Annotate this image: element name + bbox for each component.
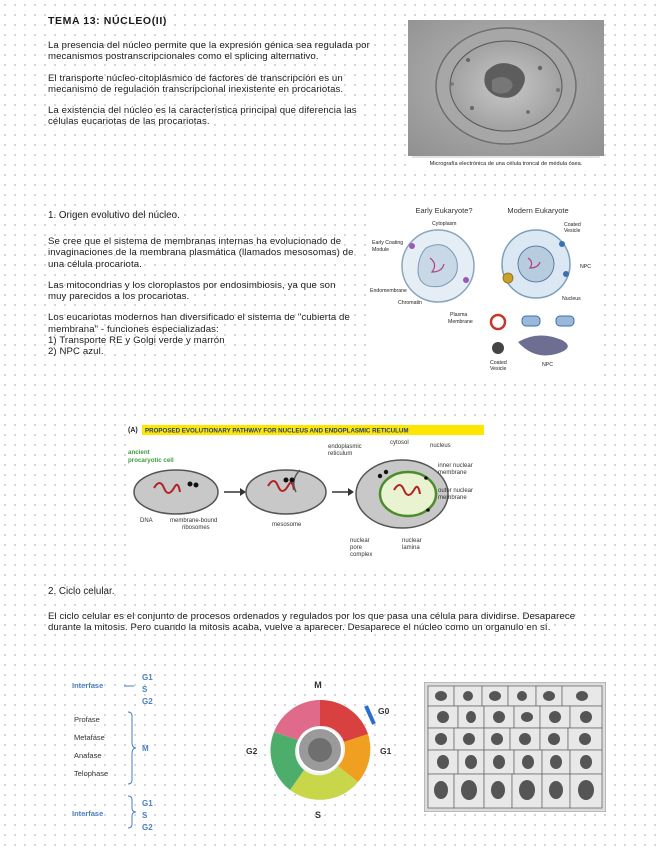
modern-eukaryote-title: Modern Eukaryote <box>507 206 569 215</box>
metafase-label: Metafase <box>74 733 105 742</box>
root-tip-micrograph <box>424 682 606 812</box>
pathway-tag: (A) <box>128 427 138 434</box>
g2-label-bottom: G2 <box>142 823 153 832</box>
label-early-coating: Early Coating <box>372 240 404 246</box>
label-procaryotic-cell: procaryotic cell <box>128 457 174 464</box>
label-membrane: Membrane <box>448 319 473 325</box>
micrograph-figure <box>408 20 604 168</box>
section-2-paragraph: El ciclo celular es el conjunto de procesos ordenados y regulados por los que pasa una célula para dividirse. Desaparece durante la mitosis. Pero cuando la mitosis acaba, vuelve a aparecer. Desaparece el núcleo como un organulo en sí. <box>48 611 576 634</box>
label-nucleus: Nucleus <box>562 296 581 302</box>
label-plasma: Plasma <box>450 312 468 318</box>
early-eukaryote-title: Early Eukaryote? <box>415 206 473 215</box>
label-outer-nuclear: outer nuclear <box>438 488 474 494</box>
wheel-s-label: S <box>314 810 322 820</box>
label-coated-bottom: Coated <box>490 360 507 366</box>
section-1-paragraph-2: Las mitocondrias y los cloroplastos por endosimbiosis, ya que son muy parecidos a los procariotas. <box>48 279 336 303</box>
label-ribosomes: ribosomes <box>182 525 210 531</box>
mesosome-cell <box>246 470 326 514</box>
label-inner-nuclear: inner nuclear <box>438 463 473 469</box>
label-mesosome: mesosome <box>272 522 302 528</box>
wheel-g2-label: G2 <box>246 746 258 756</box>
pathway-figure <box>126 422 498 570</box>
section-1-list-item-1: 1) Transporte RE y Golgi verde y marrón <box>48 335 225 347</box>
g1-label-bottom: G1 <box>142 799 153 808</box>
eukaryote-figure <box>366 200 596 378</box>
pathway-title: PROPOSED EVOLUTIONARY PATHWAY FOR NUCLEUS AND ENDOPLASMIC RETICULUM <box>145 427 409 435</box>
section-2-heading: 2. Ciclo celular. <box>48 586 115 597</box>
coated-vesicle-icon <box>492 342 504 354</box>
section-1-text <box>48 236 354 358</box>
cell-cycle-wheel <box>240 676 400 826</box>
label-endoplasmic: endoplasmic <box>328 444 362 450</box>
label-coated: Coated <box>564 222 581 228</box>
micrograph-caption: Micrografía electrónica de una célula troncal de médula ósea. <box>429 161 583 167</box>
s-label-bottom: S <box>142 811 148 820</box>
s-label-top: S <box>142 685 148 694</box>
micrograph-image <box>408 20 604 168</box>
label-pore: pore <box>350 545 363 551</box>
wheel-g0-label: G0 <box>378 706 390 716</box>
label-outer-membrane: membrane <box>438 495 467 501</box>
label-nucleus: nucleus <box>430 443 451 449</box>
interfase-label-top: Interfase <box>72 681 104 690</box>
g2-label-top: G2 <box>142 697 153 706</box>
label-vesicle: Vesicle <box>564 228 581 234</box>
g0-exit-arrow <box>366 706 374 724</box>
section-1-list-intro: Los eucariotas modernos han diversificado el sistema de "cubierta de membrana" - funciones especializadas: <box>48 312 350 335</box>
npc-structure-icon <box>518 335 568 355</box>
label-complex: complex <box>350 552 373 558</box>
label-dna: DNA <box>140 518 153 524</box>
label-npc-bottom: NPC <box>542 362 553 368</box>
wheel-m-label: M <box>314 680 322 690</box>
m-label: M <box>142 744 149 753</box>
label-vesicle-bottom: Vesicle <box>490 366 507 372</box>
phase-diagram <box>62 672 202 840</box>
label-nuclear-pore-1: nuclear <box>350 538 370 544</box>
intro-paragraph-3: La existencia del núcleo es la característica principal que diferencia las células eucariotas de las procariotas. <box>48 105 357 128</box>
label-npc: NPC <box>580 264 591 270</box>
label-inner-membrane: membrane <box>438 470 467 476</box>
intro-text <box>48 40 380 128</box>
telophase-label: Telophase <box>74 769 109 778</box>
label-lamina: lamina <box>402 545 420 551</box>
intro-paragraph-2: El transporte núcleo-citoplásmico de factores de transcripción es un mecanismo de regulación transcripcional inexistente en procariotas. <box>48 72 344 95</box>
intro-paragraph-1: La presencia del núcleo permite que la expresión génica sea regulada por mecanismos postranscripcionales como el splicing alternativo. <box>48 40 370 63</box>
anafase-label: Anafase <box>74 751 102 760</box>
page-title: TEMA 13: NÚCLEO(II) <box>48 15 167 27</box>
label-nuclear-lamina-1: nuclear <box>402 538 422 544</box>
label-module: Module <box>372 247 390 253</box>
section-1-heading: 1. Origen evolutivo del núcleo. <box>48 210 180 221</box>
ancient-cell <box>134 470 218 514</box>
label-chromatin: Chromatin <box>398 300 422 306</box>
label-reticulum: reticulum <box>328 451 353 457</box>
npc-icon <box>522 316 540 326</box>
interfase-label-bottom: Interfase <box>72 809 104 818</box>
label-cytosol: cytosol <box>390 440 409 446</box>
g1-label-top: G1 <box>142 673 153 682</box>
profase-label: Profase <box>74 715 100 724</box>
label-ancient: ancient <box>128 449 150 456</box>
label-membrane-bound: membrane-bound <box>170 518 218 524</box>
label-cytoplasm: Cytoplasm <box>432 221 457 227</box>
section-1-paragraph-1: Se cree que el sistema de membranas internas ha evolucionado de invaginaciones de la membrana plasmática (llamados mesosomas) de una célula procariota. <box>48 236 354 270</box>
wheel-g1-label: G1 <box>380 746 392 756</box>
vesicle-ring-icon <box>491 315 505 329</box>
section-1-list-item-2: 2) NPC azul. <box>48 346 104 358</box>
label-endomembrane: Endomembrane <box>370 288 407 294</box>
npc-icon-2 <box>556 316 574 326</box>
